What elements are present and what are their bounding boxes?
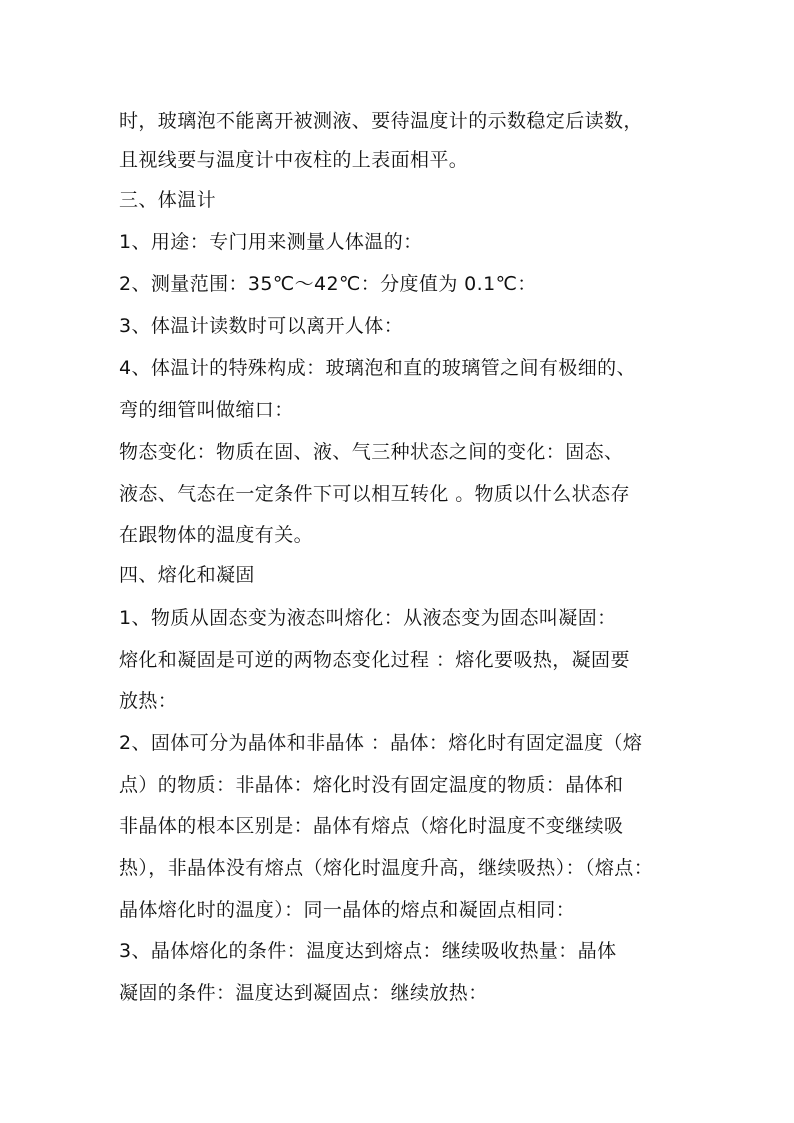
text-line: 1、物质从固态变为液态叫熔化：从液态变为固态叫凝固：: [119, 607, 617, 629]
text-line: 弯的细管叫做缩口：: [119, 399, 294, 421]
text-line: 凝固的条件：温度达到凝固点：继续放热：: [119, 982, 488, 1004]
text-line: 在跟物体的温度有关。: [119, 524, 314, 546]
text-line: 放热：: [119, 690, 178, 712]
section-heading: 四、熔化和凝固: [119, 564, 255, 586]
text-line: 2、测量范围：35℃～42℃：分度值为 0.1℃：: [119, 273, 537, 295]
text-line: 3、体温计读数时可以离开人体：: [119, 315, 404, 337]
text-line: 3、晶体熔化的条件：温度达到熔点：继续吸收热量：晶体: [119, 940, 617, 962]
text-line: 时，玻璃泡不能离开被测液、要待温度计的示数稳定后读数，: [119, 110, 643, 132]
text-line: 且视线要与温度计中夜柱的上表面相平。: [119, 149, 469, 171]
text-line: 晶体熔化时的温度）：同一晶体的熔点和凝固点相同：: [119, 899, 576, 921]
text-line: 物态变化：物质在固、液、气三种状态之间的变化：固态、: [119, 441, 624, 463]
text-line: 1、用途：专门用来测量人体温的：: [119, 231, 423, 253]
text-line: 液态、气态在一定条件下可以相互转化 。物质以什么状态存: [119, 483, 630, 505]
text-line: 4、体温计的特殊构成：玻璃泡和直的玻璃管之间有极细的、: [119, 357, 636, 379]
section-heading: 三、体温计: [119, 189, 217, 211]
text-line: 2、固体可分为晶体和非晶体 ：晶体：熔化时有固定温度（熔: [119, 732, 643, 754]
text-line: 点）的物质：非晶体：熔化时没有固定温度的物质：晶体和: [119, 774, 624, 796]
text-line: 熔化和凝固是可逆的两物态变化过程 ：熔化要吸热，凝固要: [119, 649, 630, 671]
text-line: 热），非晶体没有熔点（熔化时温度升高，继续吸热）：（熔点：: [119, 857, 654, 879]
text-line: 非晶体的根本区别是：晶体有熔点（熔化时温度不变继续吸: [119, 815, 624, 837]
